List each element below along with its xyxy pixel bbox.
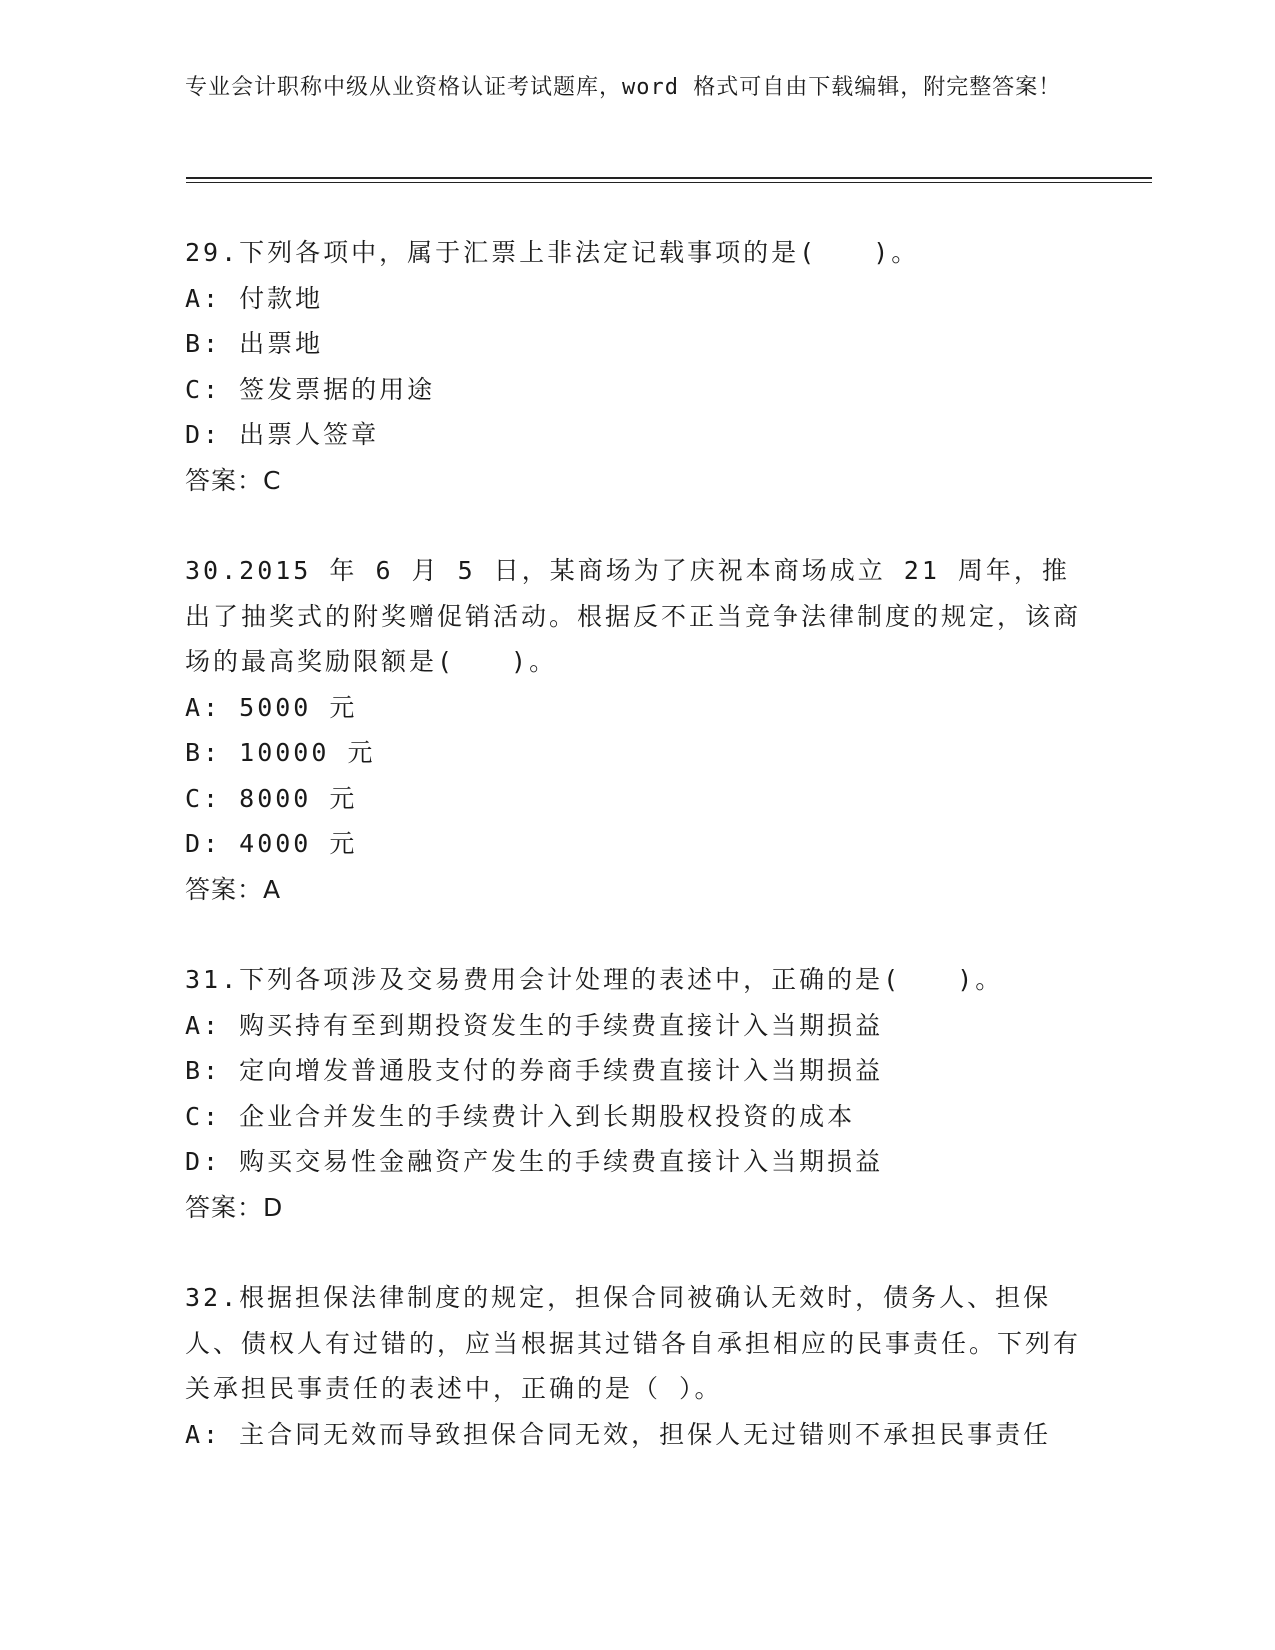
question-list: [185, 230, 1085, 1502]
question-stem: 30.2015 年 6 月 5 日，某商场为了庆祝本商场成立 21 周年，推出了抽奖式的附奖赠促销活动。根据反不正当竞争法律制度的规定，该商场的最高奖励限额是( )。: [185, 556, 1082, 676]
option-c: C: 企业合并发生的手续费计入到长期股权投资的成本: [185, 1101, 856, 1131]
option-a: A: 购买持有至到期投资发生的手续费直接计入当期损益: [185, 1010, 884, 1040]
option-b: B: 10000 元: [185, 738, 376, 767]
option-d: D: 购买交易性金融资产发生的手续费直接计入当期损益: [185, 1147, 884, 1176]
option-c: C: 签发票据的用途: [185, 374, 436, 404]
option-d: D: 出票人签章: [185, 420, 380, 449]
option-a: A: 5000 元: [185, 692, 358, 722]
header-rule-thin: [186, 182, 1152, 183]
answer-line: 答案：D: [185, 1192, 284, 1222]
header-rule-thick: [186, 177, 1152, 179]
question-stem: 29.下列各项中，属于汇票上非法定记载事项的是( )。: [185, 238, 920, 267]
document-header: 专业会计职称中级从业资格认证考试题库，word 格式可自由下载编辑，附完整答案！: [185, 75, 1062, 100]
question-29: [185, 230, 1085, 503]
question-31: [185, 957, 1085, 1230]
question-stem: 32.根据担保法律制度的规定，担保合同被确认无效时，债务人、担保人、债权人有过错的，应当根据其过错各自承担相应的民事责任。下列有关承担民事责任的表述中，正确的是（ ）。: [185, 1283, 1082, 1403]
answer-line: 答案：C: [185, 465, 282, 495]
question-stem: 31.下列各项涉及交易费用会计处理的表述中，正确的是( )。: [185, 965, 1004, 994]
answer-line: 答案：A: [185, 874, 282, 904]
option-a: A: 主合同无效而导致担保合同无效，担保人无过错则不承担民事责任: [185, 1419, 1052, 1449]
option-d: D: 4000 元: [185, 829, 358, 858]
question-32: [185, 1275, 1085, 1457]
option-b: B: 定向增发普通股支付的券商手续费直接计入当期损益: [185, 1056, 884, 1085]
option-c: C: 8000 元: [185, 783, 358, 813]
option-b: B: 出票地: [185, 329, 324, 358]
question-30: [185, 548, 1085, 912]
option-a: A: 付款地: [185, 283, 324, 313]
